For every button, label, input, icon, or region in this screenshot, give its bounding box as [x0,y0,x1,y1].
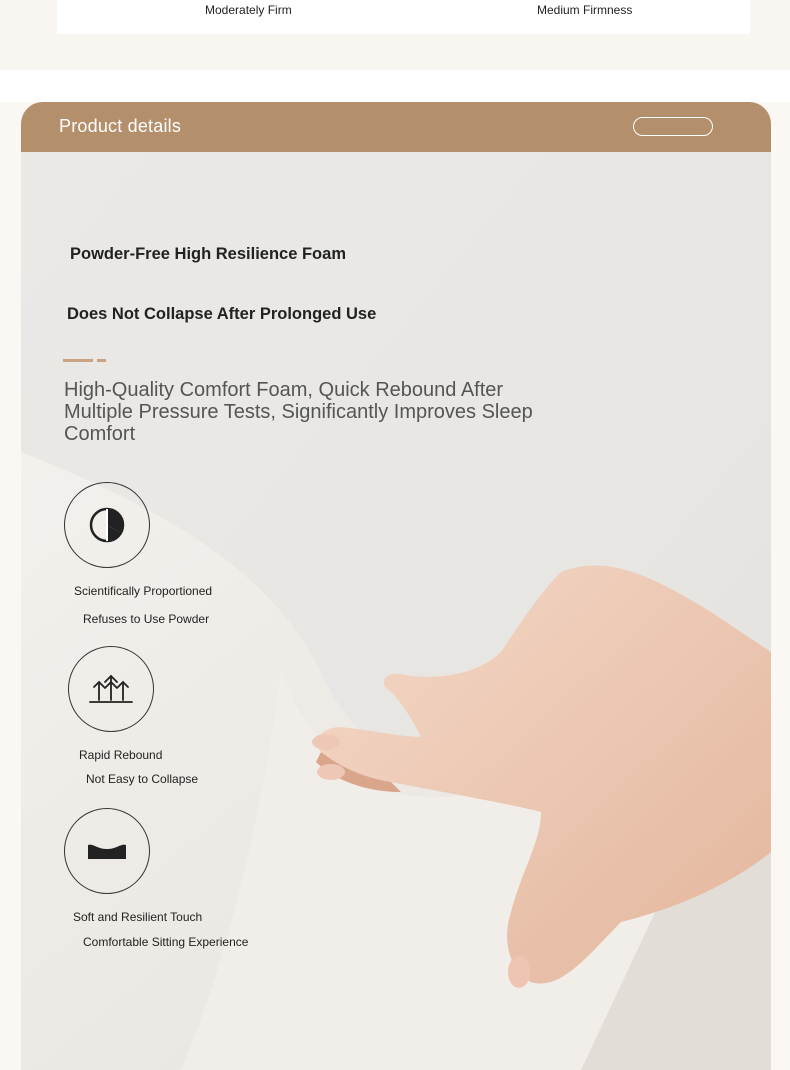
product-details-panel [21,102,771,1070]
feature-caption-rebound: Not Easy to Collapse [86,772,199,786]
details-subhead: High-Quality Comfort Foam, Quick Rebound After Multiple Pressure Tests, Significantly Improves Sleep Comfort [64,379,533,445]
feature-badge-soft-touch [64,808,150,894]
feature-badge-proportioned [64,482,150,568]
section-divider [0,70,790,102]
details-header [21,102,771,152]
firmness-left-label: Moderately Firm [205,3,292,17]
feature-badge-rebound [68,646,154,732]
header-pill-button[interactable] [633,117,713,136]
top-strip [0,0,790,70]
pie-chart-icon [87,505,127,545]
foam-hand-image [21,152,771,1070]
headline-powder-free: Powder-Free High Resilience Foam [70,245,346,263]
feature-title-rebound: Rapid Rebound [79,748,163,762]
feature-title-soft-touch: Soft and Resilient Touch [73,910,203,924]
feature-caption-soft-touch: Comfortable Sitting Experience [83,935,249,949]
cushion-icon [85,839,129,863]
headline-no-collapse: Does Not Collapse After Prolonged Use [67,305,377,323]
details-title: Product details [59,116,182,136]
accent-line [63,359,93,362]
rebound-arrows-icon [88,672,134,706]
firmness-card [57,0,750,34]
feature-title-proportioned: Scientifically Proportioned [74,584,213,598]
feature-caption-proportioned: Refuses to Use Powder [83,612,210,626]
accent-dash [97,359,106,362]
firmness-right-label: Medium Firmness [537,3,633,17]
